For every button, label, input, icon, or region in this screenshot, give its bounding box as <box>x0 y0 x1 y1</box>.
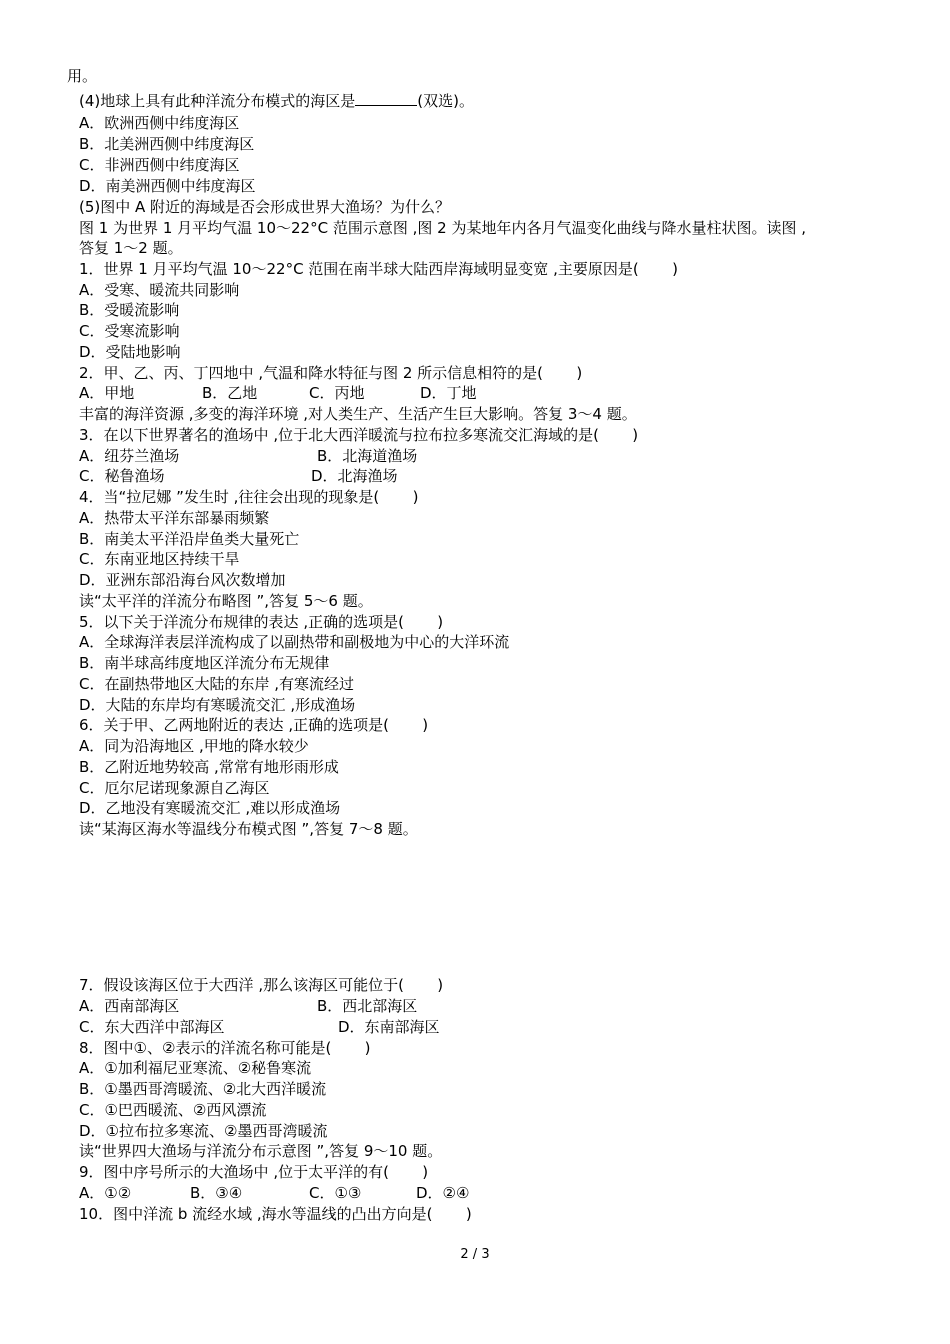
text-line: 1．世界 1 月平均气温 10～22°C 范围在南半球大陆西岸海域明显变宽 ,主要原因是( ) <box>79 260 678 278</box>
text-line: B．南半球高纬度地区洋流分布无规律 <box>79 654 330 672</box>
option-text: B．乙地 <box>202 384 258 402</box>
text-line: C．非洲西侧中纬度海区 <box>79 156 240 174</box>
option-text: B．③④ <box>190 1184 243 1202</box>
text-line: D．受陆地影响 <box>79 343 181 361</box>
answer-blank <box>355 91 417 106</box>
text-line: D．乙地没有寒暖流交汇 ,难以形成渔场 <box>79 799 341 817</box>
text-line: D．①拉布拉多寒流、②墨西哥湾暖流 <box>79 1122 328 1140</box>
text-line: D．亚洲东部沿海台风次数增加 <box>79 571 286 589</box>
option-text: A．甲地 <box>79 384 135 402</box>
text-line: 答复 1～2 题。 <box>79 239 183 257</box>
text-line: 图 1 为世界 1 月平均气温 10～22°C 范围示意图 ,图 2 为某地年内各月气温变化曲线与降水量柱状图。读图 , <box>79 219 806 237</box>
text-line: 丰富的海洋资源 ,多变的海洋环境 ,对人类生产、生活产生巨大影响。答复 3～4 题。 <box>79 405 637 423</box>
text-line: C．①巴西暖流、②西风漂流 <box>79 1101 267 1119</box>
text-line: 读“某海区海水等温线分布模式图 ”,答复 7～8 题。 <box>79 820 418 838</box>
page-number: 2 / 3 <box>460 1247 490 1262</box>
text-line: 用。 <box>67 67 98 85</box>
text-line: C．东南亚地区持续干旱 <box>79 550 240 568</box>
text-line: B．乙附近地势较高 ,常常有地形雨形成 <box>79 758 339 776</box>
text-line: (4)地球上具有此种洋流分布模式的海区是 (双选)。 <box>79 92 474 110</box>
text-line: C．受寒流影响 <box>79 322 180 340</box>
text-line: D．大陆的东岸均有寒暖流交汇 ,形成渔场 <box>79 696 356 714</box>
option-text: D．东南部海区 <box>338 1018 440 1036</box>
text-line: (5)图中 A 附近的海域是否会形成世界大渔场？为什么？ <box>79 198 451 216</box>
text-line: 9．图中序号所示的大渔场中 ,位于太平洋的有( ) <box>79 1163 429 1181</box>
option-text: A．①② <box>79 1184 132 1202</box>
option-text: C．秘鲁渔场 <box>79 467 165 485</box>
text-line: D．南美洲西侧中纬度海区 <box>79 177 256 195</box>
text-line: A．受寒、暖流共同影响 <box>79 281 240 299</box>
text-line: 读“太平洋的洋流分布略图 ”,答复 5～6 题。 <box>79 592 373 610</box>
text-line: B．北美洲西侧中纬度海区 <box>79 135 255 153</box>
text-line: 8．图中①、②表示的洋流名称可能是( ) <box>79 1039 371 1057</box>
text-line: 2．甲、乙、丙、丁四地中 ,气温和降水特征与图 2 所示信息相符的是( ) <box>79 364 583 382</box>
option-text: B．北海道渔场 <box>317 447 418 465</box>
text-line: 读“世界四大渔场与洋流分布示意图 ”,答复 9～10 题。 <box>79 1142 443 1160</box>
option-text: A．西南部海区 <box>79 997 180 1015</box>
text-line: 7．假设该海区位于大西洋 ,那么该海区可能位于( ) <box>79 976 444 994</box>
text-line: B．南美太平洋沿岸鱼类大量死亡 <box>79 530 300 548</box>
option-text: D．北海渔场 <box>311 467 398 485</box>
option-text: C．东大西洋中部海区 <box>79 1018 225 1036</box>
text-line: 3．在以下世界著名的渔场中 ,位于北大西洋暖流与拉布拉多寒流交汇海域的是( ) <box>79 426 639 444</box>
text-line: A．同为沿海地区 ,甲地的降水较少 <box>79 737 309 755</box>
option-text: D．丁地 <box>420 384 477 402</box>
text-line: C．厄尔尼诺现象源自乙海区 <box>79 779 270 797</box>
option-text: D．②④ <box>416 1184 470 1202</box>
text-line: 10．图中洋流 b 流经水域 ,海水等温线的凸出方向是( ) <box>79 1205 472 1223</box>
text-line: 6．关于甲、乙两地附近的表达 ,正确的选项是( ) <box>79 716 429 734</box>
option-text: C．①③ <box>309 1184 362 1202</box>
text-line: 5．以下关于洋流分布规律的表达 ,正确的选项是( ) <box>79 613 444 631</box>
text-line: A．全球海洋表层洋流构成了以副热带和副极地为中心的大洋环流 <box>79 633 510 651</box>
option-text: A．纽芬兰渔场 <box>79 447 180 465</box>
text-line: A．欧洲西侧中纬度海区 <box>79 114 240 132</box>
text-line: B．①墨西哥湾暖流、②北大西洋暖流 <box>79 1080 327 1098</box>
text-line: A．①加利福尼亚寒流、②秘鲁寒流 <box>79 1059 312 1077</box>
text-line: B．受暖流影响 <box>79 301 180 319</box>
text-line: 4．当“拉尼娜 ”发生时 ,往往会出现的现象是( ) <box>79 488 419 506</box>
text-line: A．热带太平洋东部暴雨频繁 <box>79 509 270 527</box>
text-line: C．在副热带地区大陆的东岸 ,有寒流经过 <box>79 675 355 693</box>
option-text: C．丙地 <box>309 384 365 402</box>
option-text: B．西北部海区 <box>317 997 418 1015</box>
